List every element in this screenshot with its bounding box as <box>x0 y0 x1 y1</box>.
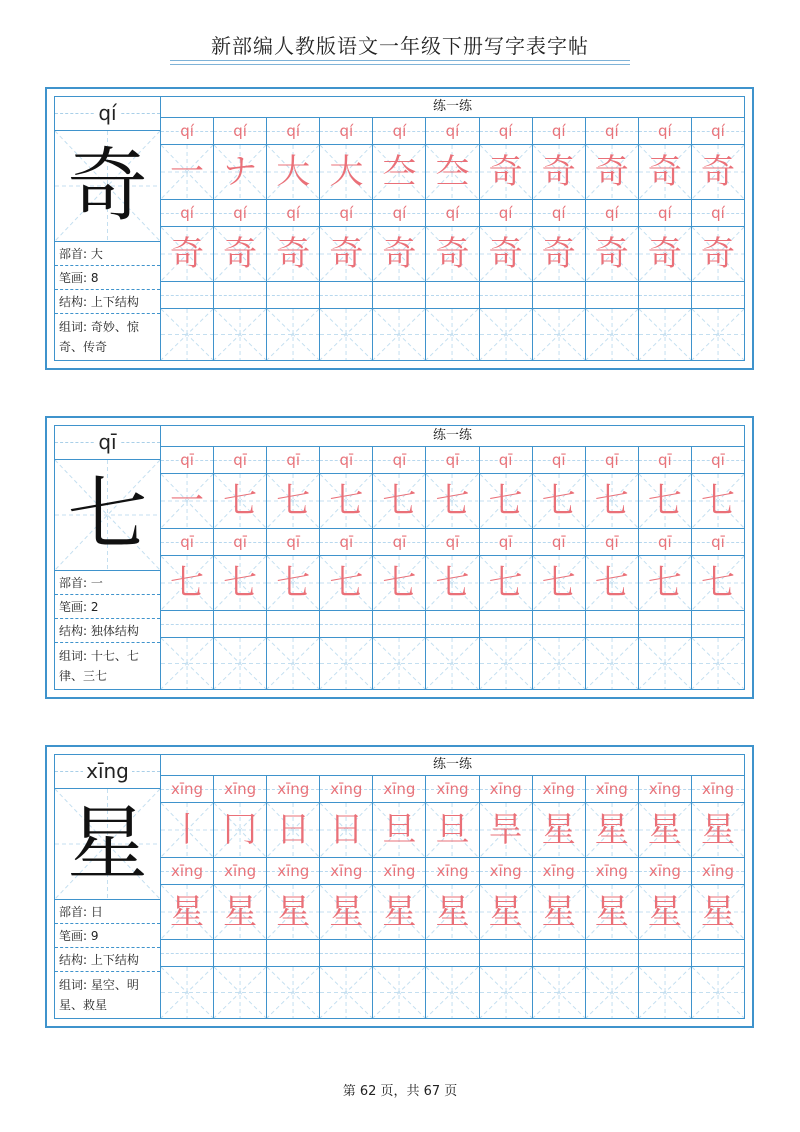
pinyin-guide: qí <box>373 118 425 145</box>
trace-cell: 七 <box>586 556 638 611</box>
stroke-order-cell: 七 <box>373 474 425 529</box>
stroke-order-cell: 旱 <box>480 803 532 858</box>
trace-cell: 七 <box>639 556 691 611</box>
blank-writing-cell[interactable] <box>161 967 213 1018</box>
practice-grid <box>161 97 744 360</box>
practice-column <box>692 447 744 689</box>
pinyin-guide: qī <box>480 447 532 474</box>
pinyin-guide: xīng <box>586 776 638 803</box>
blank-writing-cell[interactable] <box>320 967 372 1018</box>
pinyin-guide: qī <box>586 529 638 556</box>
word-examples: 组词: 奇妙、惊奇、传奇 <box>59 320 139 354</box>
blank-pinyin-line <box>373 611 425 638</box>
character-card <box>45 745 754 1028</box>
blank-pinyin-line <box>373 940 425 967</box>
trace-cell: 七 <box>480 556 532 611</box>
blank-writing-cell[interactable] <box>639 967 691 1018</box>
structure-info: 结构: 独体结构 <box>55 619 160 643</box>
blank-writing-cell[interactable] <box>161 638 213 689</box>
blank-pinyin-line <box>639 282 691 309</box>
trace-cell: 奇 <box>373 227 425 282</box>
blank-pinyin-line <box>586 940 638 967</box>
pinyin-guide: qī <box>586 447 638 474</box>
blank-writing-cell[interactable] <box>692 638 744 689</box>
stroke-order-cell: 旦 <box>373 803 425 858</box>
practice-column <box>480 447 533 689</box>
pinyin-guide: qī <box>692 529 744 556</box>
stroke-order-cell: 大 <box>320 145 372 200</box>
practice-column <box>373 447 426 689</box>
practice-grid <box>161 755 744 1018</box>
pinyin-guide: xīng <box>586 858 638 885</box>
trace-cell: 奇 <box>480 227 532 282</box>
pinyin-guide: xīng <box>267 858 319 885</box>
pinyin-guide: qí <box>373 200 425 227</box>
practice-column <box>692 118 744 360</box>
blank-pinyin-line <box>533 940 585 967</box>
trace-cell: 星 <box>320 885 372 940</box>
trace-cell: 七 <box>692 556 744 611</box>
character-info-panel <box>55 426 161 689</box>
pinyin-guide: qī <box>214 529 266 556</box>
practice-grid <box>161 426 744 689</box>
practice-column <box>320 776 373 1018</box>
blank-pinyin-line <box>426 940 478 967</box>
practice-column <box>373 776 426 1018</box>
practice-column <box>267 118 320 360</box>
practice-column <box>161 447 214 689</box>
stroke-order-cell: 七 <box>426 474 478 529</box>
practice-column <box>214 776 267 1018</box>
trace-cell: 星 <box>533 885 585 940</box>
blank-writing-cell[interactable] <box>267 638 319 689</box>
pinyin-guide: qī <box>533 447 585 474</box>
practice-column <box>533 447 586 689</box>
blank-pinyin-line <box>586 282 638 309</box>
practice-column <box>267 776 320 1018</box>
stroke-order-cell: 丨 <box>161 803 213 858</box>
character-info-panel <box>55 755 161 1018</box>
character-card <box>45 87 754 370</box>
trace-cell: 星 <box>426 885 478 940</box>
pinyin-guide: qí <box>480 118 532 145</box>
pinyin-guide: xīng <box>480 858 532 885</box>
pinyin-guide: qí <box>267 118 319 145</box>
blank-pinyin-line <box>639 611 691 638</box>
blank-pinyin-line <box>586 611 638 638</box>
pinyin-guide: xīng <box>161 776 213 803</box>
blank-writing-cell[interactable] <box>373 638 425 689</box>
pinyin-guide: qī <box>320 447 372 474</box>
character-card <box>45 416 754 699</box>
stroke-order-cell: 夳 <box>373 145 425 200</box>
blank-writing-cell[interactable] <box>692 967 744 1018</box>
stroke-order-cell: 大 <box>267 145 319 200</box>
stroke-order-cell: 七 <box>692 474 744 529</box>
pinyin-guide: xīng <box>480 776 532 803</box>
blank-writing-cell[interactable] <box>692 309 744 360</box>
blank-writing-cell[interactable] <box>267 967 319 1018</box>
trace-cell: 星 <box>692 885 744 940</box>
practice-column <box>480 118 533 360</box>
blank-pinyin-line <box>214 282 266 309</box>
character-pinyin: qí <box>55 97 160 131</box>
practice-column <box>639 118 692 360</box>
stroke-order-cell: 星 <box>692 803 744 858</box>
pinyin-guide: qí <box>214 118 266 145</box>
model-character: 星 <box>55 789 160 900</box>
pinyin-guide: qí <box>533 118 585 145</box>
blank-pinyin-line <box>533 282 585 309</box>
character-pinyin: xīng <box>55 755 160 789</box>
practice-column <box>426 776 479 1018</box>
pinyin-guide: qí <box>267 200 319 227</box>
pinyin-guide: qī <box>426 447 478 474</box>
practice-column <box>161 118 214 360</box>
stroke-order-cell: 一 <box>161 145 213 200</box>
blank-pinyin-line <box>480 611 532 638</box>
stroke-order-cell: 七 <box>214 474 266 529</box>
practice-column <box>586 776 639 1018</box>
blank-pinyin-line <box>267 611 319 638</box>
trace-cell: 七 <box>533 556 585 611</box>
pinyin-guide: xīng <box>373 858 425 885</box>
trace-cell: 奇 <box>426 227 478 282</box>
blank-writing-cell[interactable] <box>533 309 585 360</box>
trace-cell: 奇 <box>639 227 691 282</box>
stroke-order-cell: 奇 <box>692 145 744 200</box>
trace-cell: 奇 <box>320 227 372 282</box>
trace-cell: 奇 <box>533 227 585 282</box>
word-examples: 组词: 十七、七律、三七 <box>59 649 139 683</box>
practice-column <box>639 776 692 1018</box>
blank-writing-cell[interactable] <box>214 638 266 689</box>
stroke-order-cell: 日 <box>320 803 372 858</box>
pinyin-guide: qí <box>692 200 744 227</box>
stroke-order-cell: 夳 <box>426 145 478 200</box>
stroke-order-cell: 七 <box>533 474 585 529</box>
stroke-order-cell: 星 <box>586 803 638 858</box>
pinyin-guide: qī <box>692 447 744 474</box>
title-underline <box>170 60 630 61</box>
pinyin-guide: qí <box>533 200 585 227</box>
pinyin-guide: qī <box>161 529 213 556</box>
practice-column <box>533 776 586 1018</box>
blank-writing-cell[interactable] <box>214 309 266 360</box>
blank-writing-cell[interactable] <box>320 309 372 360</box>
trace-cell: 星 <box>480 885 532 940</box>
model-character: 奇 <box>55 131 160 242</box>
trace-cell: 七 <box>267 556 319 611</box>
practice-column <box>214 118 267 360</box>
pinyin-guide: qī <box>639 529 691 556</box>
model-character: 七 <box>55 460 160 571</box>
pinyin-guide: qí <box>586 200 638 227</box>
document-title: 新部编人教版语文一年级下册写字表字帖 <box>211 34 589 58</box>
blank-pinyin-line <box>480 940 532 967</box>
stroke-order-cell: 七 <box>320 474 372 529</box>
stroke-order-cell: 一 <box>161 474 213 529</box>
character-info-panel <box>55 97 161 360</box>
stroke-order-cell: 奇 <box>533 145 585 200</box>
structure-info: 结构: 上下结构 <box>55 948 160 972</box>
practice-column <box>161 776 214 1018</box>
page-footer: 第 62 页，共 67 页 <box>342 1084 458 1099</box>
pinyin-guide: qí <box>426 118 478 145</box>
practice-column <box>214 447 267 689</box>
blank-writing-cell[interactable] <box>533 967 585 1018</box>
blank-pinyin-line <box>320 611 372 638</box>
blank-pinyin-line <box>320 282 372 309</box>
blank-pinyin-line <box>161 611 213 638</box>
radical-info: 部首: 一 <box>55 571 160 595</box>
pinyin-guide: qí <box>639 118 691 145</box>
blank-pinyin-line <box>267 282 319 309</box>
trace-cell: 星 <box>214 885 266 940</box>
pinyin-guide: xīng <box>426 776 478 803</box>
blank-writing-cell[interactable] <box>533 638 585 689</box>
stroke-order-cell: 七 <box>586 474 638 529</box>
blank-pinyin-line <box>533 611 585 638</box>
stroke-order-cell: 七 <box>639 474 691 529</box>
blank-writing-cell[interactable] <box>426 638 478 689</box>
pinyin-guide: xīng <box>639 776 691 803</box>
pinyin-guide: xīng <box>533 776 585 803</box>
stroke-order-cell: 奇 <box>639 145 691 200</box>
stroke-count-info: 笔画: 9 <box>55 924 160 948</box>
pinyin-guide: xīng <box>639 858 691 885</box>
pinyin-guide: qī <box>214 447 266 474</box>
pinyin-guide: xīng <box>692 858 744 885</box>
practice-column <box>586 118 639 360</box>
pinyin-guide: qí <box>692 118 744 145</box>
pinyin-guide: qí <box>426 200 478 227</box>
practice-column <box>692 776 744 1018</box>
pinyin-guide: qī <box>639 447 691 474</box>
blank-writing-cell[interactable] <box>480 967 532 1018</box>
trace-cell: 七 <box>373 556 425 611</box>
stroke-order-cell: 冂 <box>214 803 266 858</box>
trace-cell: 七 <box>320 556 372 611</box>
practice-column <box>639 447 692 689</box>
pinyin-guide: xīng <box>692 776 744 803</box>
pinyin-guide: xīng <box>320 858 372 885</box>
pinyin-guide: qī <box>373 447 425 474</box>
trace-cell: 七 <box>426 556 478 611</box>
stroke-order-cell: 旦 <box>426 803 478 858</box>
practice-column <box>426 447 479 689</box>
radical-info: 部首: 日 <box>55 900 160 924</box>
practice-column <box>586 447 639 689</box>
trace-cell: 星 <box>161 885 213 940</box>
blank-writing-cell[interactable] <box>586 967 638 1018</box>
blank-pinyin-line <box>692 611 744 638</box>
pinyin-guide: qí <box>586 118 638 145</box>
blank-pinyin-line <box>161 940 213 967</box>
blank-pinyin-line <box>426 282 478 309</box>
blank-writing-cell[interactable] <box>373 967 425 1018</box>
pinyin-guide: qī <box>426 529 478 556</box>
stroke-order-cell: 星 <box>639 803 691 858</box>
blank-writing-cell[interactable] <box>639 638 691 689</box>
blank-writing-cell[interactable] <box>639 309 691 360</box>
practice-column <box>480 776 533 1018</box>
blank-pinyin-line <box>692 282 744 309</box>
pinyin-guide: qī <box>267 529 319 556</box>
pinyin-guide: qí <box>480 200 532 227</box>
blank-pinyin-line <box>480 282 532 309</box>
practice-column <box>267 447 320 689</box>
pinyin-guide: qí <box>639 200 691 227</box>
stroke-order-cell: 七 <box>267 474 319 529</box>
practice-column <box>426 118 479 360</box>
structure-info: 结构: 上下结构 <box>55 290 160 314</box>
pinyin-guide: qí <box>320 200 372 227</box>
blank-pinyin-line <box>692 940 744 967</box>
stroke-count-info: 笔画: 2 <box>55 595 160 619</box>
pinyin-guide: qí <box>320 118 372 145</box>
stroke-order-cell: 日 <box>267 803 319 858</box>
trace-cell: 奇 <box>214 227 266 282</box>
blank-pinyin-line <box>161 282 213 309</box>
trace-cell: 奇 <box>692 227 744 282</box>
practice-column <box>533 118 586 360</box>
pinyin-guide: xīng <box>320 776 372 803</box>
stroke-order-cell: 奇 <box>586 145 638 200</box>
pinyin-guide: xīng <box>214 776 266 803</box>
radical-info: 部首: 大 <box>55 242 160 266</box>
blank-writing-cell[interactable] <box>161 309 213 360</box>
blank-pinyin-line <box>426 611 478 638</box>
trace-cell: 奇 <box>161 227 213 282</box>
pinyin-guide: qī <box>533 529 585 556</box>
stroke-order-cell: 星 <box>533 803 585 858</box>
pinyin-guide: xīng <box>161 858 213 885</box>
practice-header: 练一练 <box>161 97 744 118</box>
pinyin-guide: xīng <box>267 776 319 803</box>
pinyin-guide: qī <box>480 529 532 556</box>
pinyin-guide: qī <box>320 529 372 556</box>
trace-cell: 星 <box>267 885 319 940</box>
trace-cell: 七 <box>214 556 266 611</box>
pinyin-guide: qí <box>161 200 213 227</box>
blank-writing-cell[interactable] <box>267 309 319 360</box>
pinyin-guide: qī <box>373 529 425 556</box>
stroke-count-info: 笔画: 8 <box>55 266 160 290</box>
stroke-order-cell: 七 <box>480 474 532 529</box>
pinyin-guide: xīng <box>373 776 425 803</box>
trace-cell: 奇 <box>267 227 319 282</box>
blank-pinyin-line <box>320 940 372 967</box>
pinyin-guide: xīng <box>533 858 585 885</box>
blank-pinyin-line <box>639 940 691 967</box>
blank-writing-cell[interactable] <box>426 309 478 360</box>
trace-cell: 星 <box>586 885 638 940</box>
practice-column <box>320 447 373 689</box>
title-underline <box>170 64 630 65</box>
blank-pinyin-line <box>373 282 425 309</box>
stroke-order-cell: 奇 <box>480 145 532 200</box>
blank-writing-cell[interactable] <box>373 309 425 360</box>
blank-pinyin-line <box>214 611 266 638</box>
blank-pinyin-line <box>214 940 266 967</box>
blank-writing-cell[interactable] <box>320 638 372 689</box>
practice-column <box>373 118 426 360</box>
blank-writing-cell[interactable] <box>426 967 478 1018</box>
trace-cell: 奇 <box>586 227 638 282</box>
practice-column <box>320 118 373 360</box>
pinyin-guide: qī <box>267 447 319 474</box>
trace-cell: 七 <box>161 556 213 611</box>
practice-header: 练一练 <box>161 755 744 776</box>
blank-writing-cell[interactable] <box>586 638 638 689</box>
blank-writing-cell[interactable] <box>480 638 532 689</box>
trace-cell: 星 <box>373 885 425 940</box>
trace-cell: 星 <box>639 885 691 940</box>
blank-writing-cell[interactable] <box>214 967 266 1018</box>
stroke-order-cell: ナ <box>214 145 266 200</box>
blank-writing-cell[interactable] <box>586 309 638 360</box>
blank-writing-cell[interactable] <box>480 309 532 360</box>
pinyin-guide: qí <box>161 118 213 145</box>
pinyin-guide: qí <box>214 200 266 227</box>
blank-pinyin-line <box>267 940 319 967</box>
pinyin-guide: xīng <box>426 858 478 885</box>
pinyin-guide: qī <box>161 447 213 474</box>
word-examples: 组词: 星空、明星、救星 <box>59 978 139 1012</box>
character-pinyin: qī <box>55 426 160 460</box>
practice-header: 练一练 <box>161 426 744 447</box>
pinyin-guide: xīng <box>214 858 266 885</box>
